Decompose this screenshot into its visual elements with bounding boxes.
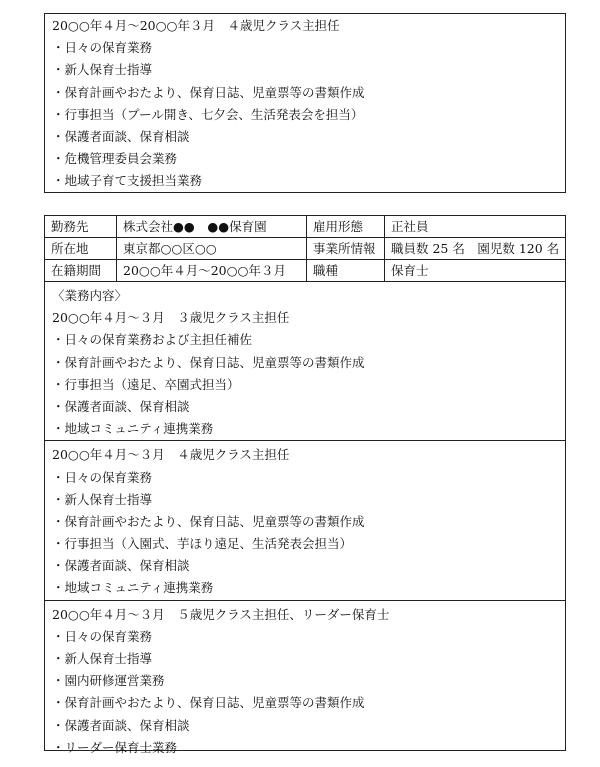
label-employer: 勤務先 bbox=[45, 216, 117, 238]
list-item: ・新人保育士指導 bbox=[52, 491, 153, 507]
list-item: ・危機管理委員会業務 bbox=[52, 151, 178, 167]
duties-section-3 bbox=[45, 601, 565, 759]
value-employer: 株式会社●● ●●保育園 bbox=[117, 216, 307, 238]
value-location: 東京都○○区○○ bbox=[117, 238, 307, 260]
list-item: ・保護者面談、保育相談 bbox=[52, 717, 190, 733]
list-item: ・日々の保育業務 bbox=[52, 628, 153, 644]
section-heading: 20○○年４月～３月 ３歳児クラス主担任 bbox=[52, 310, 290, 326]
list-item: ・地域コミュニティ連携業務 bbox=[52, 421, 214, 437]
value-tenure: 20○○年４月～20○○年３月 bbox=[117, 260, 307, 282]
duties-label: 〈業務内容〉 bbox=[52, 288, 128, 303]
list-item: ・日々の保育業務 bbox=[52, 40, 153, 56]
list-item: ・新人保育士指導 bbox=[52, 651, 153, 666]
list-item: ・地域コミュニティ連携業務 bbox=[52, 580, 214, 596]
section-heading: 20○○年４月～３月 ５歳児クラス主担任、リーダー保育士 bbox=[52, 606, 390, 622]
list-item: ・地域子育て支援担当業務 bbox=[52, 173, 203, 189]
list-item: ・保育計画やおたより、保育日誌、児童票等の書類作成 bbox=[52, 513, 365, 529]
value-job-type: 保育士 bbox=[385, 260, 565, 282]
duties-section-1 bbox=[45, 282, 565, 441]
value-employment-type: 正社員 bbox=[385, 216, 565, 238]
value-office-info: 職員数 25 名 園児数 120 名 bbox=[385, 238, 565, 260]
list-item: ・園内研修運営業務 bbox=[52, 673, 165, 689]
label-office-info: 事業所情報 bbox=[307, 238, 385, 260]
prior-duties-box bbox=[44, 13, 566, 193]
list-item: ・日々の保育業務 bbox=[52, 469, 153, 485]
prior-duties-heading: 20○○年４月～20○○年３月 ４歳児クラス主担任 bbox=[52, 18, 340, 33]
list-item: ・新人保育士指導 bbox=[52, 62, 153, 78]
employer-box bbox=[44, 215, 566, 755]
label-tenure: 在籍期間 bbox=[45, 260, 117, 282]
duties-section-2 bbox=[45, 441, 565, 600]
list-item: ・リーダー保育士業務 bbox=[52, 739, 178, 755]
list-item: ・行事担当（遠足、卒園式担当） bbox=[52, 376, 240, 392]
list-item: ・保育計画やおたより、保育日誌、児童票等の書類作成 bbox=[52, 695, 365, 711]
label-location: 所在地 bbox=[45, 238, 117, 260]
list-item: ・保育計画やおたより、保育日誌、児童票等の書類作成 bbox=[52, 354, 365, 370]
list-item: ・保護者面談、保育相談 bbox=[52, 128, 190, 144]
section-heading: 20○○年４月～３月 ４歳児クラス主担任 bbox=[52, 447, 290, 463]
list-item: ・日々の保育業務および主担任補佐 bbox=[52, 332, 253, 348]
list-item: ・保護者面談、保育相談 bbox=[52, 558, 190, 574]
list-item: ・保護者面談、保育相談 bbox=[52, 398, 190, 414]
list-item: ・行事担当（入園式、芋ほり遠足、生活発表会担当） bbox=[52, 536, 353, 552]
list-item: ・保育計画やおたより、保育日誌、児童票等の書類作成 bbox=[52, 84, 365, 100]
label-employment-type: 雇用形態 bbox=[307, 216, 385, 238]
list-item: ・行事担当（プール開き、七夕会、生活発表会を担当） bbox=[52, 106, 364, 122]
employer-info-table bbox=[45, 216, 565, 282]
label-job-type: 職種 bbox=[307, 260, 385, 282]
